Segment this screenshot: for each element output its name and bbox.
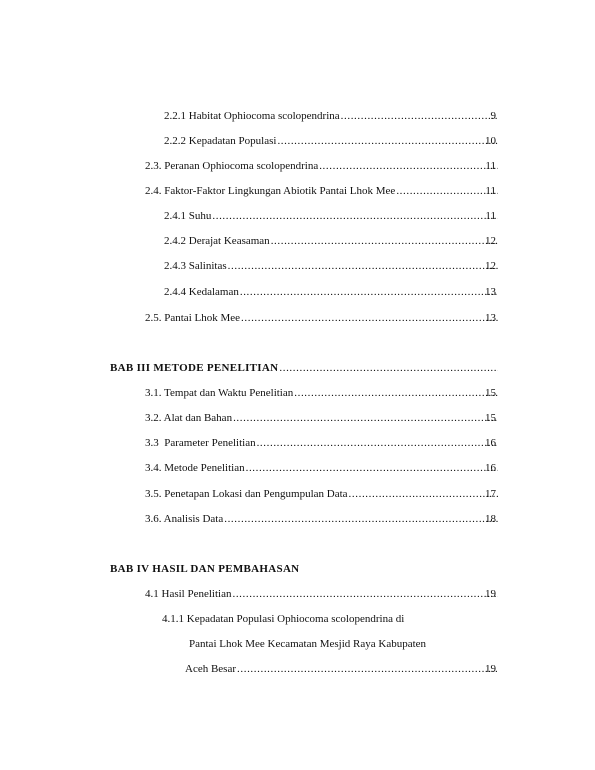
toc-page-number: 17 bbox=[485, 488, 496, 500]
toc-chapter-heading bbox=[110, 360, 498, 376]
toc-page-number: 12 bbox=[485, 235, 496, 247]
toc-entry-label: 2.5. Pantai Lhok Mee bbox=[145, 312, 241, 324]
toc-page-number: 11 bbox=[485, 185, 496, 197]
toc-entry bbox=[164, 233, 498, 249]
toc-entry-label-line: Pantai Lhok Mee Kecamatan Mesjid Raya Kabupaten bbox=[189, 638, 427, 650]
toc-entry bbox=[145, 486, 498, 502]
toc-page-number: 15 bbox=[485, 387, 496, 399]
toc-entry-label: Aceh Besar bbox=[185, 663, 237, 675]
toc-entry bbox=[145, 385, 498, 401]
toc-entry bbox=[185, 661, 498, 677]
toc-entry bbox=[164, 133, 498, 149]
toc-chapter-heading: BAB IV HASIL DAN PEMBAHASAN bbox=[110, 563, 300, 575]
toc-entry bbox=[164, 258, 498, 274]
toc-page-number: 19 bbox=[485, 588, 496, 600]
toc-entry bbox=[145, 460, 498, 476]
leader-dots bbox=[228, 258, 498, 274]
toc-entry-label: 2.4.1 Suhu bbox=[164, 210, 212, 222]
toc-entry-label: 2.3. Peranan Ophiocoma scolopendrina bbox=[145, 160, 319, 172]
leader-dots bbox=[237, 661, 498, 677]
toc-entry-label: 2.4.4 Kedalaman bbox=[164, 286, 239, 298]
toc-entry bbox=[145, 511, 498, 527]
toc-page-number: 11 bbox=[485, 160, 496, 172]
toc-page-number: 13 bbox=[485, 312, 496, 324]
toc-page-number: 16 bbox=[485, 462, 496, 474]
toc-entry bbox=[145, 586, 498, 602]
toc-entry-label: 2.4.3 Salinitas bbox=[164, 260, 227, 272]
toc-entry-label: 3.1. Tempat dan Waktu Penelitian bbox=[145, 387, 294, 399]
toc-page-number: 13 bbox=[485, 286, 496, 298]
toc-page-number: 12 bbox=[485, 260, 496, 272]
toc-chapter-label: BAB III METODE PENELITIAN bbox=[110, 362, 279, 374]
leader-dots bbox=[277, 133, 498, 149]
toc-page-number: 11 bbox=[485, 210, 496, 222]
toc-entry bbox=[145, 310, 498, 326]
toc-entry bbox=[164, 284, 498, 300]
leader-dots bbox=[224, 511, 498, 527]
toc-entry bbox=[145, 410, 498, 426]
toc-entry bbox=[145, 435, 498, 451]
leader-dots bbox=[241, 310, 498, 326]
toc-entry bbox=[145, 158, 498, 174]
toc-entry-label: 4.1 Hasil Penelitian bbox=[145, 588, 232, 600]
leader-dots bbox=[212, 208, 498, 224]
toc-page-number: 9 bbox=[490, 110, 496, 122]
leader-dots bbox=[257, 435, 498, 451]
leader-dots bbox=[279, 360, 498, 376]
toc-entry-label: 2.4. Faktor-Faktor Lingkungan Abiotik Pantai Lhok Mee bbox=[145, 185, 396, 197]
toc-entry-label: 3.4. Metode Penelitian bbox=[145, 462, 245, 474]
toc-page-number: 19 bbox=[485, 663, 496, 675]
toc-entry-label: 2.2.1 Habitat Ophiocoma scolopendrina bbox=[164, 110, 340, 122]
toc-page-number: 18 bbox=[485, 513, 496, 525]
leader-dots bbox=[246, 460, 498, 476]
toc-page-number: 10 bbox=[485, 135, 496, 147]
leader-dots bbox=[271, 233, 498, 249]
toc-page-number: 15 bbox=[485, 412, 496, 424]
toc-entry bbox=[164, 108, 498, 124]
toc-entry-label: 3.5. Penetapan Lokasi dan Pengumpulan Data bbox=[145, 488, 348, 500]
toc-entry-label-line: 4.1.1 Kepadatan Populasi Ophiocoma scolopendrina di bbox=[162, 613, 405, 625]
toc-page-number: 16 bbox=[485, 437, 496, 449]
toc-entry bbox=[145, 183, 498, 199]
leader-dots bbox=[240, 284, 498, 300]
toc-entry-label: 3.2. Alat dan Bahan bbox=[145, 412, 233, 424]
toc-entry-label: 2.4.2 Derajat Keasaman bbox=[164, 235, 270, 247]
leader-dots bbox=[232, 586, 498, 602]
toc-entry-label: 3.6. Analisis Data bbox=[145, 513, 224, 525]
toc-entry-label: 2.2.2 Kepadatan Populasi bbox=[164, 135, 277, 147]
leader-dots bbox=[233, 410, 498, 426]
toc-entry-label: 3.3 Parameter Penelitian bbox=[145, 437, 256, 449]
toc-entry bbox=[164, 208, 498, 224]
